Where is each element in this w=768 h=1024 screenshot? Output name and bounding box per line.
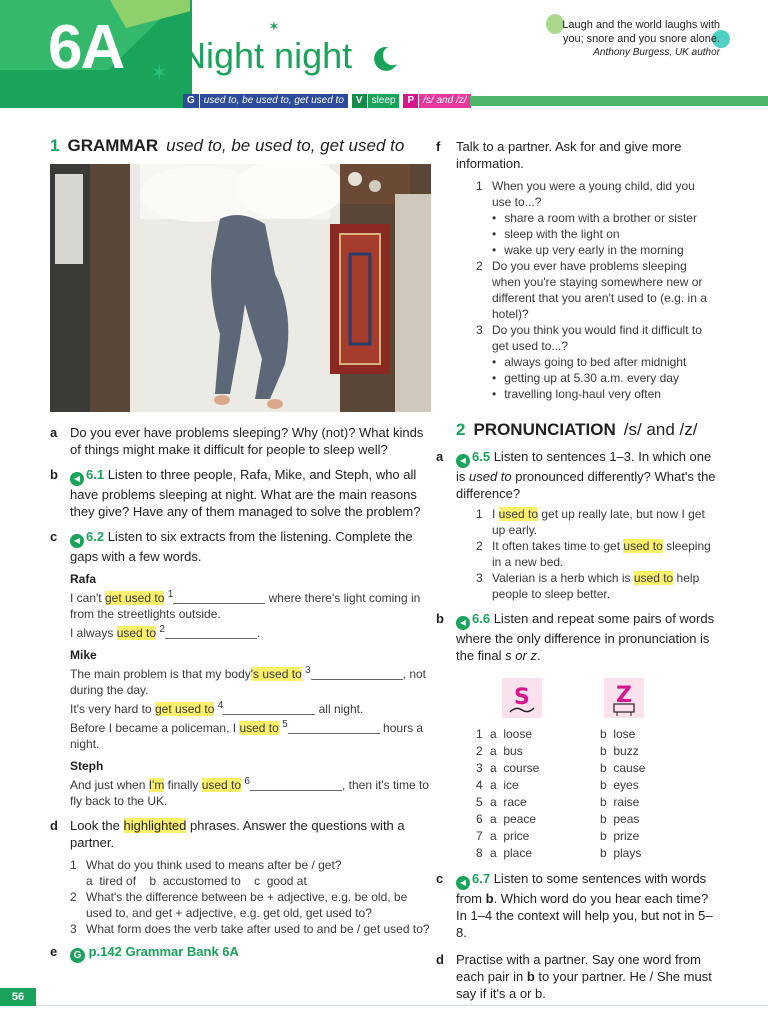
star-icon: ✶ bbox=[268, 18, 280, 34]
audio-icon[interactable]: ◀ bbox=[456, 876, 470, 890]
left-column bbox=[50, 138, 435, 963]
extract-line: And just when I'm finally used to $^6$ , then it's time to fly back to the UK. bbox=[70, 776, 429, 808]
extract-line: I can't get used to $^1$ where there's light coming in from the streetlights outside. bbox=[70, 589, 421, 621]
answer-options: a tired of b accustomed to c good at bbox=[86, 874, 307, 888]
unit-title: Night night bbox=[180, 35, 353, 76]
gap-fill-extracts bbox=[70, 571, 435, 809]
exercise-1a: a Do you ever have problems sleeping? Why (not)? What kinds of things might make it difficult for people to sleep well? bbox=[50, 425, 424, 457]
word-pair: 8 a place b plays bbox=[476, 846, 642, 860]
list-item: 1 What do you think used to means after be / get? bbox=[70, 858, 342, 872]
page-number: 56 bbox=[0, 988, 36, 1006]
exercise-1d-questions bbox=[70, 857, 435, 937]
quote-text: Laugh and the world laughs with you; snore and you snore alone. bbox=[562, 19, 720, 45]
exercise-2a: a ◀ 6.5 Listen to sentences 1–3. In which one is used to pronounced differently? What's the difference? bbox=[436, 449, 716, 501]
grammar-bank-link[interactable]: p.142 Grammar Bank 6A bbox=[88, 944, 239, 959]
word-pair: 3 a course b cause bbox=[476, 761, 646, 775]
word-pair: 2 a bus b buzz bbox=[476, 744, 639, 758]
word-pair: 7 a price b prize bbox=[476, 829, 640, 843]
pronunciation-tag: P /s/ and /z/ bbox=[403, 94, 470, 108]
gap-blank[interactable] bbox=[311, 668, 403, 680]
moon-icon bbox=[370, 44, 400, 74]
vocabulary-tag: V sleep bbox=[352, 94, 400, 108]
minimal-pairs-list bbox=[476, 726, 716, 862]
word-pair: 5 a race b raise bbox=[476, 795, 640, 809]
gap-blank[interactable] bbox=[223, 703, 315, 715]
speaker-name: Steph bbox=[70, 759, 104, 773]
exercise-1b: b ◀ 6.1 Listen to three people, Rafa, Mike, and Steph, who all have problems sleeping at night. What are the main reasons they give? Have any of them managed to solve the problem? bbox=[50, 467, 421, 519]
exercise-2b: b ◀ 6.6 Listen and repeat some pairs of words where the only difference in pronunciation is the final s or z. bbox=[436, 611, 715, 663]
header-divider bbox=[470, 96, 768, 106]
bedroom-photo bbox=[50, 164, 431, 412]
audio-icon[interactable]: ◀ bbox=[70, 534, 84, 548]
svg-text:S: S bbox=[514, 685, 530, 710]
audio-icon[interactable]: ◀ bbox=[456, 454, 470, 468]
star-icon: ✶ bbox=[150, 60, 169, 85]
list-item: 1 When you were a young child, did you use to...? bbox=[476, 179, 695, 209]
bullet-item: • share a room with a brother or sister bbox=[492, 210, 716, 226]
bullet-item: • sleep with the light on bbox=[492, 226, 716, 242]
exercise-2c: c ◀ 6.7 Listen to some sentences with words from b. Which word do you hear each time? In 1–4 the context will help you, but not in 5–8. bbox=[436, 871, 713, 940]
list-item: 1 I used to get up really late, but now I get up early. bbox=[476, 507, 705, 537]
gap-blank[interactable] bbox=[165, 627, 257, 639]
bullet-item: • always going to bed after midnight bbox=[492, 354, 716, 370]
zebra-z-icon bbox=[604, 678, 644, 718]
svg-text:Z: Z bbox=[616, 683, 632, 708]
list-item: 3 Do you think you would find it difficult to get used to...? bbox=[476, 323, 702, 353]
bullet-item: • wake up very early in the morning bbox=[492, 242, 716, 258]
person-sleeping-illustration bbox=[50, 164, 431, 412]
snake-s-icon bbox=[502, 678, 542, 718]
exercise-2d: d Practise with a partner. Say one word from each pair in b to your partner. He / She must say if it's a or b. bbox=[436, 952, 712, 1001]
bullet-item: • getting up at 5.30 a.m. every day bbox=[492, 370, 716, 386]
audio-icon[interactable]: ◀ bbox=[70, 472, 84, 486]
exercise-1f-questions bbox=[476, 178, 716, 402]
footer-line bbox=[36, 1005, 768, 1006]
exercise-1d: d Look the highlighted phrases. Answer the questions with a partner. bbox=[50, 818, 405, 850]
list-item: 2 Do you ever have problems sleeping when you're staying somewhere new or different that you aren't used to (e.g. in a hotel)? bbox=[476, 259, 707, 321]
list-item: 3 Valerian is a herb which is used to help people to sleep better. bbox=[476, 571, 700, 601]
gap-blank[interactable] bbox=[173, 592, 265, 604]
word-pair: 4 a ice b eyes bbox=[476, 778, 639, 792]
right-column bbox=[436, 138, 716, 1002]
word-pair: 1 a loose b lose bbox=[476, 727, 636, 741]
lesson-tags bbox=[183, 94, 471, 108]
exercise-2a-sentences bbox=[476, 506, 716, 602]
gap-blank[interactable] bbox=[250, 779, 342, 791]
header-quote bbox=[540, 18, 720, 60]
speaker-name: Mike bbox=[70, 648, 97, 662]
exercise-1e: e G p.142 Grammar Bank 6A bbox=[50, 944, 239, 961]
section-1-heading: 1 GRAMMAR used to, be used to, get used to bbox=[50, 136, 405, 155]
audio-icon[interactable]: ◀ bbox=[456, 616, 470, 630]
list-item: 2 It often takes time to get used to sleeping in a new bed. bbox=[476, 539, 711, 569]
grammar-tag: G used to, be used to, get used to bbox=[183, 94, 348, 108]
bullet-item: • travelling long-haul very often bbox=[492, 386, 716, 402]
list-item: 3 What form does the verb take after used to and be / get used to? bbox=[70, 922, 430, 936]
extract-line: The main problem is that my body's used to $^3$ , not during the day. bbox=[70, 665, 427, 697]
word-pair: 6 a peace b peas bbox=[476, 812, 640, 826]
extract-line: Before I became a policeman, I used to $^5$ hours a night. bbox=[70, 719, 424, 751]
gap-blank[interactable] bbox=[288, 722, 380, 734]
extract-line: I always used to $^2$ . bbox=[70, 624, 261, 640]
speaker-name: Rafa bbox=[70, 572, 97, 586]
quote-author: Anthony Burgess, UK author bbox=[593, 47, 720, 58]
unit-number: 6A bbox=[48, 13, 124, 82]
exercise-1f: f Talk to a partner. Ask for and give more information. bbox=[436, 139, 682, 171]
section-2-heading: 2 PRONUNCIATION /s/ and /z/ bbox=[456, 420, 698, 439]
list-item: 2 What's the difference between be + adjective, e.g. be old, be used to, and get + adjective, e.g. get old, get used to? bbox=[70, 890, 408, 920]
exercise-1c: c ◀ 6.2 Listen to six extracts from the listening. Complete the gaps with a few words. bbox=[50, 529, 413, 564]
grammar-bank-icon: G bbox=[70, 948, 85, 963]
extract-line: It's very hard to get used to $^4$ all night. bbox=[70, 700, 364, 716]
sound-pictures bbox=[502, 678, 716, 718]
